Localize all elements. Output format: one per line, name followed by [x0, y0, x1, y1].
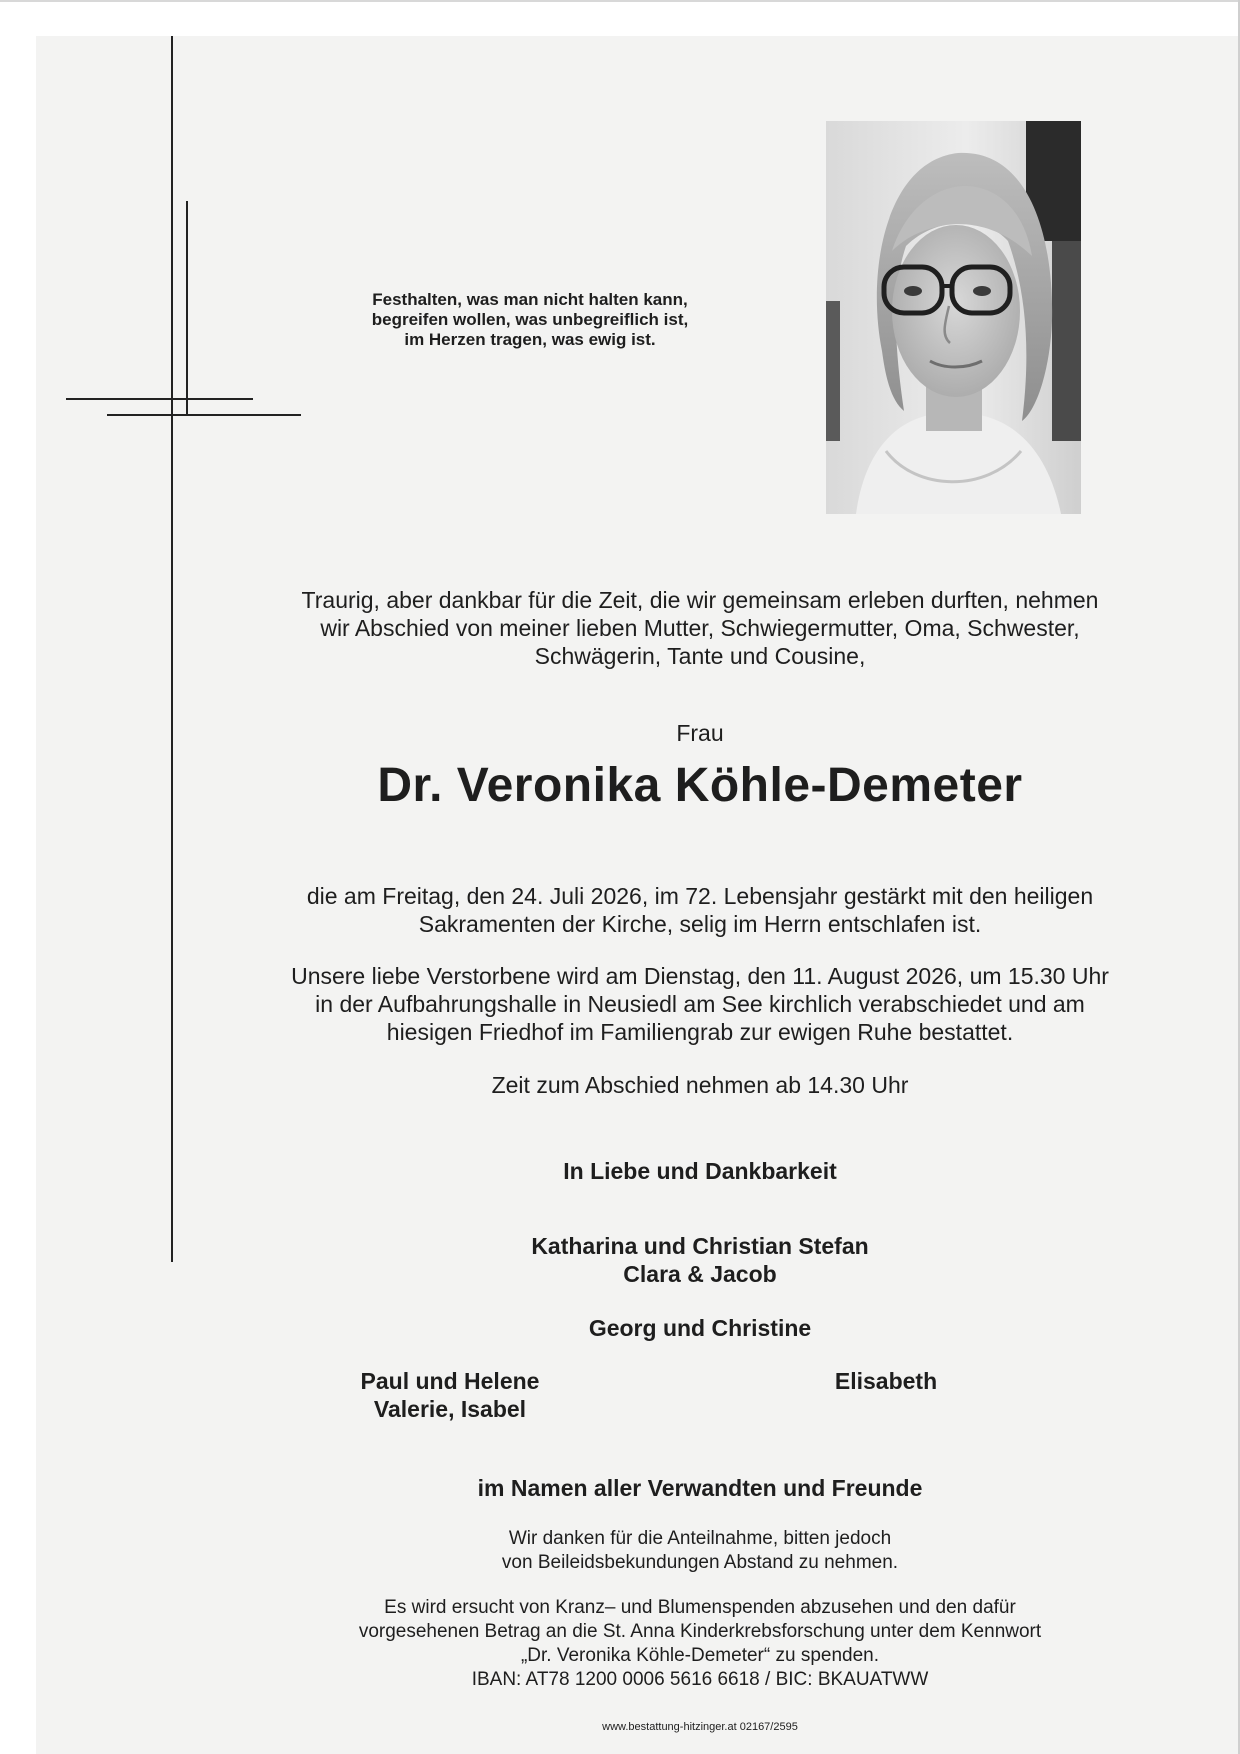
motto-line: begreifen wollen, was unbegreiflich ist,	[371, 310, 689, 329]
cross-short-vertical	[186, 201, 188, 416]
death-notice-line: Sakramenten der Kirche, selig im Herrn entschlafen ist.	[418, 911, 982, 937]
intro-line: wir Abschied von meiner lieben Mutter, Schwiegermutter, Oma, Schwester,	[320, 615, 1080, 641]
family-group-1	[190, 1232, 1210, 1288]
motto	[330, 290, 730, 350]
thanks-line: Wir danken für die Anteilnahme, bitten jedoch	[508, 1528, 892, 1549]
donation-line: vorgesehenen Betrag an die St. Anna Kinderkrebsforschung unter dem Kennwort	[358, 1621, 1042, 1642]
family-group-3	[300, 1367, 600, 1423]
donation-note	[190, 1596, 1210, 1692]
intro-line: Schwägerin, Tante und Cousine,	[534, 643, 866, 669]
family-line: Valerie, Isabel	[373, 1396, 527, 1422]
family-line: Paul und Helene	[360, 1368, 540, 1394]
salutation: Frau	[676, 720, 724, 746]
footer-contact: www.bestattung-hitzinger.at 02167/2595	[602, 1721, 798, 1733]
relatives-line: im Namen aller Verwandten und Freunde	[477, 1475, 923, 1501]
family-group-2: Georg und Christine	[588, 1315, 812, 1341]
death-notice	[190, 882, 1210, 938]
thanks-note	[190, 1527, 1210, 1575]
family-line: Clara & Jacob	[623, 1261, 777, 1287]
intro-text	[190, 586, 1210, 670]
cross-upper-bar	[66, 398, 253, 400]
donation-line: IBAN: AT78 1200 0006 5616 6618 / BIC: BKAUATWW	[471, 1669, 929, 1690]
funeral-line: in der Aufbahrungshalle in Neusiedl am See kirchlich verabschiedet und am	[315, 991, 1085, 1017]
family-group-4: Elisabeth	[834, 1368, 938, 1394]
portrait-image	[826, 121, 1081, 514]
closing: In Liebe und Dankbarkeit	[563, 1158, 837, 1184]
deceased-name: Dr. Veronika Köhle-Demeter	[377, 759, 1023, 812]
death-notice-line: die am Freitag, den 24. Juli 2026, im 72. Lebensjahr gestärkt mit den heiligen	[306, 883, 1094, 909]
portrait-photo	[826, 121, 1081, 514]
scan-border-top	[0, 0, 1240, 2]
cross-lower-bar	[107, 414, 301, 416]
intro-line: Traurig, aber dankbar für die Zeit, die wir gemeinsam erleben durften, nehmen	[301, 587, 1099, 613]
motto-line: im Herzen tragen, was ewig ist.	[404, 330, 656, 349]
family-line: Katharina und Christian Stefan	[531, 1233, 869, 1259]
farewell-time: Zeit zum Abschied nehmen ab 14.30 Uhr	[491, 1072, 909, 1098]
motto-line: Festhalten, was man nicht halten kann,	[372, 290, 688, 309]
donation-line: Es wird ersucht von Kranz– und Blumenspenden abzusehen und den dafür	[384, 1597, 1016, 1618]
donation-line: „Dr. Veronika Köhle-Demeter“ zu spenden.	[520, 1645, 879, 1666]
cross-long-vertical	[171, 36, 173, 1262]
funeral-details	[190, 962, 1210, 1046]
thanks-line: von Beileidsbekundungen Abstand zu nehmen.	[501, 1552, 899, 1573]
funeral-line: hiesigen Friedhof im Familiengrab zur ewigen Ruhe bestattet.	[386, 1019, 1014, 1045]
funeral-line: Unsere liebe Verstorbene wird am Dienstag, den 11. August 2026, um 15.30 Uhr	[291, 963, 1109, 989]
